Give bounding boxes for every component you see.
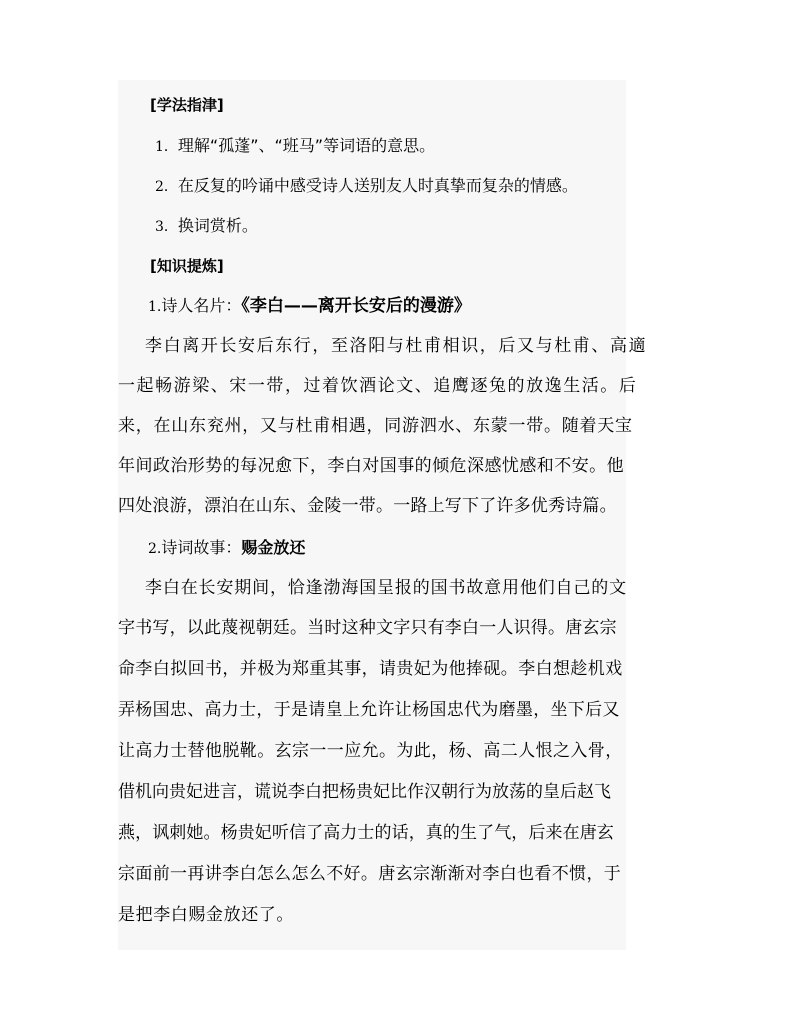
section-1-heading — [148, 296, 471, 317]
study-guide-heading: [学法指津] — [150, 96, 224, 114]
study-item-2 — [155, 176, 578, 197]
section-2-line-9: 是把李白赐金放还了。 — [118, 905, 294, 925]
section-1-line-3: 来，在山东兖州，又与杜甫相遇，同游泗水、东蒙一带。随着天宝 — [118, 416, 633, 436]
section-2-line-1: 李白在长安期间，恰逢渤海国呈报的国书故意用他们自己的文 — [145, 578, 627, 598]
study-item-2-text: 在反复的吟诵中感受诗人送别友人时真挚而复杂的情感。 — [177, 176, 578, 195]
section-1-line-1: 李白离开长安后东行，至洛阳与杜甫相识，后又与杜甫、高適 — [145, 336, 648, 356]
study-item-3 — [155, 216, 258, 237]
section-2-line-6: 借机向贵妃进言，谎说李白把杨贵妃比作汉朝行为放荡的皇后赵飞 — [118, 782, 611, 802]
section-2-number: 2. — [148, 541, 162, 557]
section-2-line-8: 宗面前一再讲李白怎么怎么不好。唐玄宗渐渐对李白也看不惯，于 — [118, 864, 622, 884]
section-2-heading — [148, 538, 305, 559]
section-1-line-5: 四处浪游，漂泊在山东、金陵一带。一路上写下了许多优秀诗篇。 — [118, 496, 617, 516]
study-item-3-text: 换词赏析。 — [177, 216, 258, 235]
section-2-line-4: 弄杨国忠、高力士，于是请皇上允许让杨国忠代为磨墨，坐下后又 — [118, 700, 620, 720]
section-2-label: 诗词故事： — [161, 538, 242, 557]
section-2-title: 赐金放还 — [241, 538, 306, 557]
section-2-line-7: 燕，讽刺她。杨贵妃听信了高力士的话，真的生了气，后来在唐玄 — [118, 823, 614, 843]
section-1-line-4: 年间政治形势的每况愈下，李白对国事的倾危深感忧感和不安。他 — [118, 456, 625, 476]
study-item-1-number: 1． — [155, 139, 178, 155]
section-1-number: 1. — [148, 299, 162, 315]
section-1-title: 《李白——离开长安后的漫游》 — [241, 296, 471, 316]
section-1-label: 诗人名片： — [161, 296, 242, 315]
study-item-1-text: 理解“孤蓬”、“班马”等词语的意思。 — [177, 136, 436, 155]
study-item-1 — [155, 136, 435, 157]
section-2-line-5: 让高力士替他脱靴。玄宗一一应允。为此，杨、高二人恨之入骨， — [118, 741, 623, 761]
section-2-line-2: 字书写，以此蔑视朝廷。当时这种文字只有李白一人识得。唐玄宗 — [118, 618, 617, 638]
study-item-3-number: 3． — [155, 219, 178, 235]
knowledge-heading: [知识提炼] — [150, 257, 224, 275]
study-item-2-number: 2． — [155, 179, 178, 195]
section-1-line-2: 一起畅游梁、宋一带，过着饮酒论文、追鹰逐兔的放逸生活。后 — [118, 376, 638, 396]
section-2-line-3: 命李白拟回书，并极为郑重其事，请贵妃为他捧砚。李白想趁机戏 — [118, 659, 623, 679]
